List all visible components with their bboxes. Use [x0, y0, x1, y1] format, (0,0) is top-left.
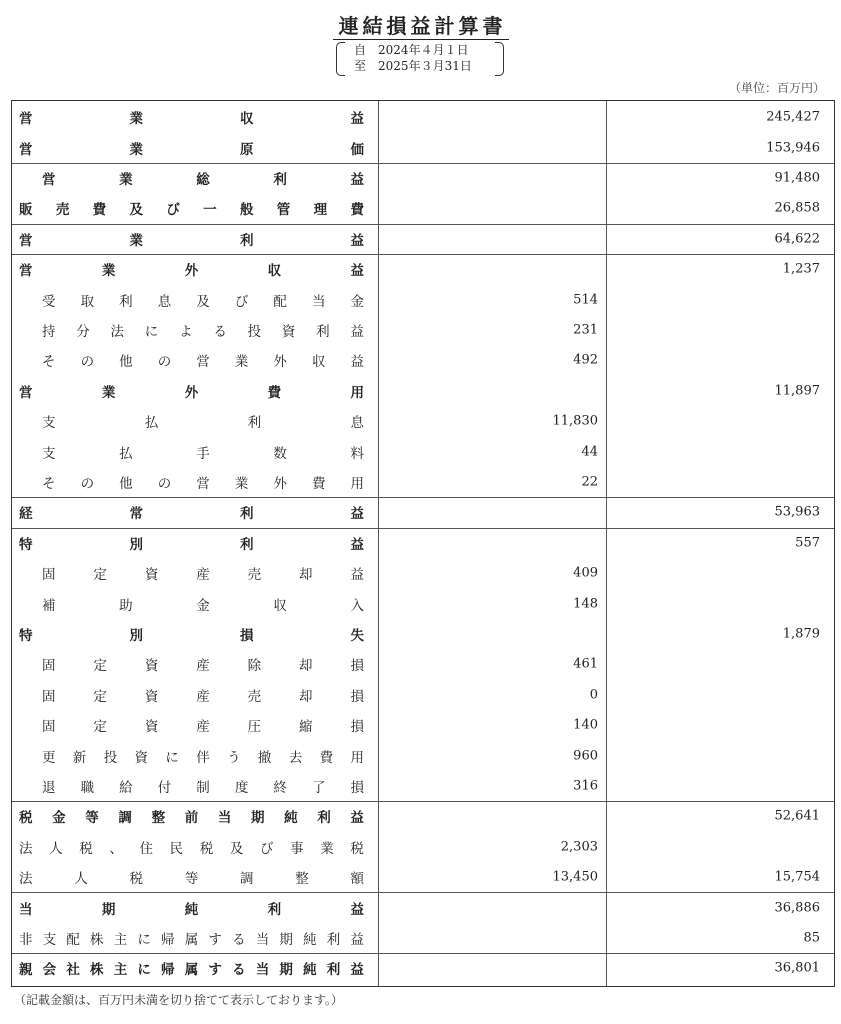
row-label: 受 取 利 息 及 び 配 当 金	[42, 293, 364, 310]
footnote: （記載金額は、百万円未満を切り捨てて表示しております。）	[14, 993, 344, 1007]
period-to-label: 至	[354, 59, 367, 73]
row-label: 固 定 資 産 売 却 損	[42, 688, 364, 705]
statement-row	[12, 740, 834, 770]
document-title	[0, 10, 841, 39]
statement-row	[12, 284, 834, 314]
row-label: 営 業 利 益	[19, 232, 364, 249]
title-text: 連結損益計算書	[333, 14, 509, 40]
row-label: 販 売 費 及 び 一 般 管 理 費	[19, 202, 364, 219]
statement-row	[12, 497, 834, 527]
period-to-date: 2025年３月31日	[378, 59, 472, 73]
row-label: 営 業 原 価	[19, 141, 364, 158]
row-total-amount: 36,886	[774, 900, 820, 916]
statement-row	[12, 649, 834, 679]
row-total-amount: 557	[795, 535, 820, 551]
statement-row	[12, 315, 834, 345]
row-detail-amount: 316	[573, 778, 598, 794]
row-label: 営 業 外 費 用	[19, 384, 364, 401]
period-from	[354, 41, 469, 58]
statement-row	[12, 132, 834, 162]
row-label: 特 別 損 失	[19, 627, 364, 644]
row-label: 税 金 等 調 整 前 当 期 純 利 益	[19, 810, 364, 827]
row-total-amount: 153,946	[766, 140, 820, 156]
unit-label: （単位：百万円）	[728, 81, 825, 95]
row-total-amount: 64,622	[774, 231, 820, 247]
statement-row	[12, 832, 834, 862]
statement-row	[12, 436, 834, 466]
row-label: 営 業 総 利 益	[42, 171, 364, 188]
period-bracket-right	[495, 42, 504, 76]
row-total-amount: 11,897	[774, 383, 820, 399]
period-to	[354, 57, 472, 74]
row-total-amount: 36,801	[774, 960, 820, 976]
statement-row	[12, 710, 834, 740]
statement-row	[12, 467, 834, 497]
row-detail-amount: 0	[589, 687, 598, 703]
statement-row	[12, 163, 834, 193]
row-label: 法 人 税 、 住 民 税 及 び 事 業 税	[19, 840, 364, 857]
period-from-label: 自	[354, 43, 367, 57]
row-label: 固 定 資 産 圧 縮 損	[42, 719, 364, 736]
row-label: 当 期 純 利 益	[19, 901, 364, 918]
row-label: 固 定 資 産 売 却 益	[42, 567, 364, 584]
row-label: そ の 他 の 営 業 外 収 益	[42, 354, 364, 371]
row-total-amount: 245,427	[766, 109, 820, 125]
statement-row	[12, 862, 834, 892]
row-label: 更 新 投 資 に 伴 う 撤 去 費 用	[42, 749, 364, 766]
row-detail-amount: 140	[573, 717, 598, 733]
statement-row	[12, 558, 834, 588]
row-detail-amount: 492	[573, 352, 598, 368]
row-label: そ の 他 の 営 業 外 費 用	[42, 475, 364, 492]
statement-row	[12, 923, 834, 953]
statement-row	[12, 224, 834, 254]
row-total-amount: 52,641	[774, 808, 820, 824]
statement-row	[12, 406, 834, 436]
row-total-amount: 85	[803, 930, 820, 946]
row-detail-amount: 409	[573, 565, 598, 581]
row-label: 経 常 利 益	[19, 506, 364, 523]
statement-row	[12, 892, 834, 922]
period-bracket-left	[336, 42, 345, 76]
row-detail-amount: 13,450	[552, 869, 598, 885]
row-detail-amount: 461	[573, 656, 598, 672]
row-label: 退 職 給 付 制 度 終 了 損	[42, 779, 364, 796]
row-detail-amount: 960	[573, 748, 598, 764]
row-detail-amount: 11,830	[552, 413, 598, 429]
row-label: 親 会 社 株 主 に 帰 属 す る 当 期 純 利 益	[19, 962, 364, 979]
row-label: 特 別 利 益	[19, 536, 364, 553]
row-label: 固 定 資 産 除 却 損	[42, 658, 364, 675]
row-total-amount: 15,754	[774, 869, 820, 885]
statement-row	[12, 771, 834, 801]
row-detail-amount: 2,303	[560, 839, 598, 855]
row-label: 営 業 外 収 益	[19, 263, 364, 280]
fiscal-period	[336, 42, 504, 74]
statement-row	[12, 254, 834, 284]
statement-row	[12, 801, 834, 831]
row-detail-amount: 44	[581, 444, 598, 460]
row-label: 支 払 手 数 料	[42, 445, 364, 462]
row-label: 法 人 税 等 調 整 額	[19, 871, 364, 888]
row-total-amount: 91,480	[774, 170, 820, 186]
row-detail-amount: 148	[573, 596, 598, 612]
row-label: 補 助 金 収 入	[42, 597, 364, 614]
statement-row	[12, 345, 834, 375]
row-detail-amount: 22	[581, 474, 598, 490]
statement-row	[12, 953, 834, 983]
row-label: 非 支 配 株 主 に 帰 属 す る 当 期 純 利 益	[19, 931, 364, 948]
row-total-amount: 26,858	[774, 200, 820, 216]
row-label: 営 業 収 益	[19, 111, 364, 128]
income-statement-table	[11, 100, 835, 987]
statement-row	[12, 376, 834, 406]
row-label: 支 払 利 息	[42, 415, 364, 432]
statement-row	[12, 528, 834, 558]
statement-row	[12, 588, 834, 618]
statement-row	[12, 193, 834, 223]
statement-row	[12, 680, 834, 710]
row-detail-amount: 514	[573, 292, 598, 308]
period-from-date: 2024年４月１日	[378, 43, 469, 57]
row-total-amount: 1,879	[782, 626, 820, 642]
row-total-amount: 53,963	[774, 504, 820, 520]
row-detail-amount: 231	[573, 322, 598, 338]
statement-row	[12, 619, 834, 649]
row-total-amount: 1,237	[782, 261, 820, 277]
statement-row	[12, 102, 834, 132]
row-label: 持 分 法 に よ る 投 資 利 益	[42, 323, 364, 340]
